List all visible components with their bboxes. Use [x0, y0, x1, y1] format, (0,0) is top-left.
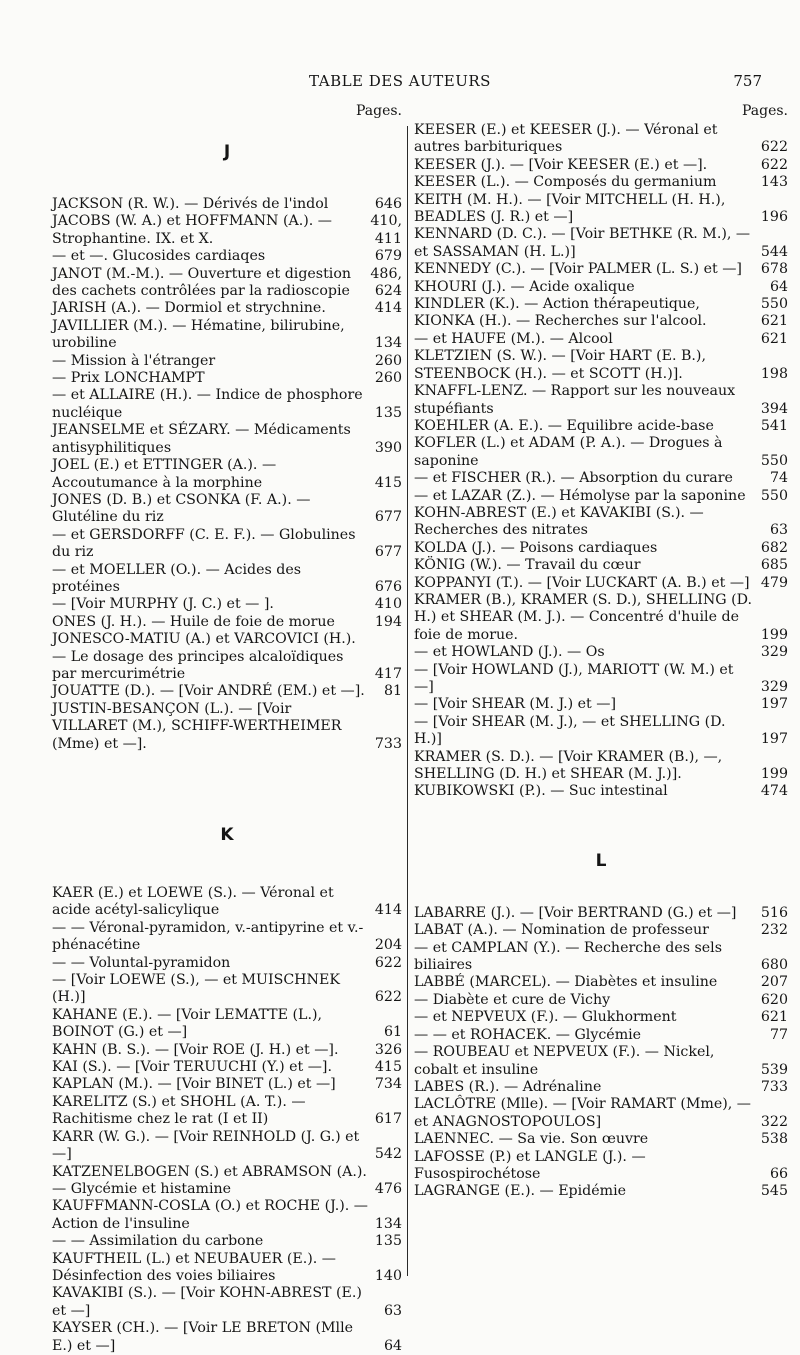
- entry-page: 516: [760, 904, 788, 921]
- entry-text: — Diabète et cure de Vichy: [414, 991, 611, 1008]
- entry-text: JOUATTE (D.). — [Voir ANDRÉ (EM.) et —].: [52, 683, 365, 700]
- entry-page: 260: [374, 370, 402, 387]
- entry-text: LAENNEC. — Sa vie. Son œuvre: [414, 1131, 649, 1148]
- entry-text: JACKSON (R. W.). — Dérivés de l'indol: [52, 196, 329, 212]
- index-entry: [52, 492, 402, 527]
- entry-text: KOEHLER (A. E.). — Equilibre acide-base: [414, 417, 714, 434]
- index-entry: [52, 213, 402, 248]
- page-title: TABLE DES AUTEURS: [309, 72, 491, 90]
- entry-text: — ROUBEAU et NEPVEUX (F.). — Nickel, cobalt et insuline: [414, 1044, 715, 1078]
- entry-text: — et ALLAIRE (H.). — Indice de phosphore nucléique: [52, 387, 363, 421]
- index-entry: [52, 1285, 402, 1320]
- index-entry: [52, 266, 402, 301]
- entry-page: 545: [760, 1183, 788, 1200]
- entry-text: KAHN (B. S.). — [Voir ROE (J. H.) et —].: [52, 1041, 339, 1058]
- entry-text: KENNEDY (C.). — [Voir PALMER (L. S.) et —]: [414, 261, 742, 278]
- index-entry: [414, 974, 788, 991]
- entry-text: — et —. Glucosides cardiaqes: [52, 248, 266, 265]
- entry-page: 63: [769, 522, 788, 539]
- index-entry: [414, 279, 788, 296]
- entry-text: KRAMER (S. D.). — [Voir KRAMER (B.), —, SHELLING (D. H.) et SHEAR (M. J.)].: [414, 748, 723, 783]
- entry-page: 415: [374, 474, 402, 491]
- entry-text: KLETZIEN (S. W.). — [Voir HART (E. B.), STEENBOCK (H.). — et SCOTT (H.)].: [414, 348, 706, 382]
- entry-text: — et GERSDORFF (C. E. F.). — Globulines du riz: [52, 526, 356, 561]
- index-entry: [414, 1044, 788, 1079]
- index-entry: [52, 1129, 402, 1164]
- column-divider: [407, 126, 408, 1276]
- index-entry: [52, 370, 402, 387]
- index-entry: [414, 1149, 788, 1184]
- index-entry: [52, 920, 402, 955]
- entry-page: 622: [760, 139, 788, 156]
- section-heading-j: J: [223, 142, 231, 162]
- entry-page: 198: [760, 365, 788, 382]
- index-entry: [52, 1198, 402, 1233]
- entry-text: — et LAZAR (Z.). — Hémolyse par la saponine: [414, 487, 746, 504]
- entries-j: [52, 196, 402, 753]
- entry-text: — et HAUFE (M.). — Alcool: [414, 330, 613, 347]
- entry-text: — — Véronal-pyramidon, v.-antipyrine et v.-phénacétine: [52, 919, 364, 954]
- entry-text: — et NEPVEUX (F.). — Glukhorment: [414, 1009, 677, 1026]
- entry-page: 677: [374, 544, 402, 561]
- entry-page: 394: [760, 400, 788, 417]
- index-entry: [52, 1059, 402, 1076]
- entry-page: 140: [374, 1267, 402, 1284]
- index-entry: [414, 1027, 788, 1044]
- section-heading-k: K: [220, 825, 234, 845]
- index-entry: [52, 527, 402, 562]
- entry-text: KARR (W. G.). — [Voir REINHOLD (J. G.) et —]: [52, 1128, 360, 1163]
- index-entry: [414, 296, 788, 313]
- entry-text: — et CAMPLAN (Y.). — Recherche des sels biliaires: [414, 939, 722, 974]
- index-entry: [414, 157, 788, 174]
- index-entry: [52, 631, 402, 683]
- entry-page: 646: [374, 196, 402, 212]
- entry-page: 417: [374, 665, 402, 682]
- index-entry: [52, 562, 402, 597]
- index-entry: [414, 1009, 788, 1026]
- index-entry: [52, 1094, 402, 1129]
- index-entry: [414, 783, 788, 800]
- entry-page: 486, 624: [370, 265, 402, 300]
- index-entry: [414, 174, 788, 191]
- index-entry: [414, 488, 788, 505]
- index-entry: [52, 318, 402, 353]
- entry-page: 260: [374, 352, 402, 369]
- entry-page: 134: [374, 1215, 402, 1232]
- entry-text: KIONKA (H.). — Recherches sur l'alcool.: [414, 313, 707, 330]
- entry-page: 617: [374, 1111, 402, 1128]
- index-entry: [414, 470, 788, 487]
- index-entry: [414, 644, 788, 661]
- entry-page: 77: [769, 1026, 788, 1043]
- entry-page: 680: [760, 957, 788, 974]
- index-entry: [414, 313, 788, 330]
- entry-text: LAFOSSE (P.) et LANGLE (J.). — Fusospirochétose: [414, 1148, 646, 1182]
- entry-text: KEESER (J.). — [Voir KEESER (E.) et —].: [414, 156, 708, 173]
- index-entry: [414, 435, 788, 470]
- index-entry: [414, 418, 788, 435]
- index-entry: [52, 1076, 402, 1093]
- index-entry: [414, 575, 788, 592]
- entry-page: 621: [760, 1009, 788, 1026]
- index-entry: [52, 614, 402, 631]
- entry-text: JOEL (E.) et ETTINGER (A.). — Accoutumance à la morphine: [52, 457, 277, 491]
- entry-page: 538: [760, 1131, 788, 1148]
- entry-page: 414: [374, 902, 402, 919]
- entry-text: KRAMER (B.), KRAMER (S. D.), SHELLING (D. H.) et SHEAR (M. J.). — Concentré d'huile de foie de morue.: [414, 591, 752, 643]
- entry-page: 550: [760, 452, 788, 469]
- index-entry: [52, 683, 402, 700]
- entry-text: KÖNIG (W.). — Travail du cœur: [414, 557, 641, 574]
- entry-page: 390: [374, 439, 402, 456]
- index-entry: [52, 457, 402, 492]
- entry-text: LAGRANGE (E.). — Epidémie: [414, 1183, 627, 1200]
- index-entry: [414, 662, 788, 697]
- entry-page: 550: [760, 296, 788, 313]
- index-entry: [414, 1096, 788, 1131]
- entry-page: 74: [769, 470, 788, 487]
- entry-text: — Mission à l'étranger: [52, 352, 216, 369]
- entry-text: — [Voir MURPHY (J. C.) et — ].: [52, 596, 274, 613]
- index-entry: [414, 122, 788, 157]
- entry-text: LABARRE (J.). — [Voir BERTRAND (G.) et —]: [414, 904, 737, 921]
- entry-page: 197: [760, 731, 788, 748]
- entry-page: 81: [383, 683, 402, 700]
- index-entry: [414, 1183, 788, 1200]
- index-entry: [52, 1164, 402, 1199]
- entry-text: KAYSER (CH.). — [Voir LE BRETON (Mlle E.) et —]: [52, 1320, 354, 1354]
- left-column: [52, 100, 402, 1354]
- section-heading-l: L: [595, 850, 607, 871]
- entry-page: 135: [374, 1233, 402, 1250]
- entry-page: 64: [383, 1337, 402, 1354]
- entry-page: 544: [760, 243, 788, 260]
- entry-text: KHOURI (J.). — Acide oxalique: [414, 278, 635, 295]
- index-entry: [414, 331, 788, 348]
- entry-text: KUBIKOWSKI (P.). — Suc intestinal: [414, 783, 668, 800]
- entry-page: 677: [374, 509, 402, 526]
- entry-text: KAER (E.) et LOEWE (S.). — Véronal et acide acétyl-salicylique: [52, 885, 334, 919]
- entry-page: 479: [760, 574, 788, 591]
- index-entry: [414, 348, 788, 383]
- right-column: [414, 100, 788, 1309]
- index-entry: [414, 505, 788, 540]
- index-entry: [52, 1233, 402, 1250]
- entry-text: — — Assimilation du carbone: [52, 1233, 264, 1250]
- entry-text: KOFLER (L.) et ADAM (P. A.). — Drogues à saponine: [414, 435, 723, 469]
- entry-page: 622: [374, 954, 402, 971]
- entry-page: 196: [760, 209, 788, 226]
- entry-text: KATZENELBOGEN (S.) et ABRAMSON (A.). — Glycémie et histamine: [52, 1163, 367, 1197]
- entry-text: — — et ROHACEK. — Glycémie: [414, 1026, 642, 1043]
- entry-page: 410, 411: [370, 213, 402, 247]
- entry-page: 134: [374, 335, 402, 352]
- entry-page: 539: [760, 1061, 788, 1078]
- index-entry: [414, 749, 788, 784]
- page-number: 757: [733, 72, 762, 90]
- index-entry: [52, 1042, 402, 1059]
- index-entry: [414, 592, 788, 644]
- entry-page: 622: [760, 156, 788, 173]
- entry-page: 678: [760, 261, 788, 278]
- entry-page: 621: [760, 330, 788, 347]
- index-entry: [414, 540, 788, 557]
- entry-text: KAVAKIBI (S.). — [Voir KOHN-ABREST (E.) et —]: [52, 1285, 362, 1319]
- entry-text: — [Voir SHEAR (M. J.), — et SHELLING (D. H.)]: [414, 713, 726, 748]
- index-entry: [414, 383, 788, 418]
- entry-text: JANOT (M.-M.). — Ouverture et digestion des cachets contrôlées par la radioscopie: [52, 265, 351, 300]
- index-entry: [414, 192, 788, 227]
- index-entry: [52, 422, 402, 457]
- entry-text: KAUFFMANN-COSLA (O.) et ROCHE (J.). — Action de l'insuline: [52, 1198, 368, 1232]
- entry-text: KOHN-ABREST (E.) et KAVAKIBI (S.). — Recherches des nitrates: [414, 504, 704, 539]
- entry-text: — et FISCHER (R.). — Absorption du curare: [414, 470, 733, 487]
- index-entry: [52, 1251, 402, 1286]
- entry-text: LABES (R.). — Adrénaline: [414, 1078, 602, 1095]
- entry-page: 207: [760, 974, 788, 991]
- entry-text: KAI (S.). — [Voir TERUUCHI (Y.) et —].: [52, 1059, 332, 1076]
- index-entry: [414, 922, 788, 939]
- entry-text: — et MOELLER (O.). — Acides des protéines: [52, 561, 302, 595]
- index-entry: [414, 226, 788, 261]
- entry-text: KAPLAN (M.). — [Voir BINET (L.) et —]: [52, 1076, 336, 1093]
- index-entry: [52, 972, 402, 1007]
- entry-text: JEANSELME et SÉZARY. — Médicaments antisyphilitiques: [52, 422, 351, 456]
- entries-k-right: [414, 122, 788, 801]
- index-entry: [52, 387, 402, 422]
- entry-page: 63: [383, 1302, 402, 1319]
- index-entry: [52, 300, 402, 317]
- entry-page: 734: [374, 1076, 402, 1093]
- index-entry: [414, 261, 788, 278]
- entry-page: 326: [374, 1041, 402, 1058]
- entry-page: 476: [374, 1180, 402, 1197]
- entry-text: KAHANE (E.). — [Voir LEMATTE (L.), BOINOT (G.) et —]: [52, 1006, 323, 1041]
- entry-page: 733: [760, 1078, 788, 1095]
- entry-page: 61: [383, 1024, 402, 1041]
- entry-text: KEESER (L.). — Composés du germanium: [414, 174, 717, 191]
- entry-text: LABBÉ (MARCEL). — Diabètes et insuline: [414, 974, 718, 991]
- entry-page: 66: [769, 1165, 788, 1182]
- entry-page: 621: [760, 313, 788, 330]
- entry-page: 620: [760, 991, 788, 1008]
- entry-text: LACLÔTRE (Mlle). — [Voir RAMART (Mme), — et ANAGNOSTOPOULOS]: [414, 1096, 751, 1130]
- entry-text: KARELITZ (S.) et SHOHL (A. T.). — Rachitisme chez le rat (I et II): [52, 1093, 306, 1128]
- entry-page: 676: [374, 578, 402, 595]
- entry-text: LABAT (A.). — Nomination de professeur: [414, 922, 709, 939]
- entry-page: 622: [374, 989, 402, 1006]
- entry-page: 135: [374, 404, 402, 421]
- entry-page: 204: [374, 937, 402, 954]
- entry-page: 322: [760, 1113, 788, 1130]
- index-entry: [52, 596, 402, 613]
- entry-text: JACOBS (W. A.) et HOFFMANN (A.). — Strophantine. IX. et X.: [52, 213, 332, 247]
- entry-page: 542: [374, 1146, 402, 1163]
- entry-page: 199: [760, 766, 788, 783]
- entry-text: JAVILLIER (M.). — Hématine, bilirubine, urobiline: [52, 317, 345, 352]
- entries-l: [414, 905, 788, 1201]
- index-entry: [52, 1007, 402, 1042]
- index-entry: [52, 701, 402, 753]
- entry-page: 415: [374, 1059, 402, 1076]
- entry-text: — [Voir LOEWE (S.), — et MUISCHNEK (H.)]: [52, 972, 340, 1006]
- entry-text: — [Voir HOWLAND (J.), MARIOTT (W. M.) et —]: [414, 661, 734, 695]
- entry-text: JONESCO-MATIU (A.) et VARCOVICI (H.). — Le dosage des principes alcaloïdiques par mercurimétrie: [52, 631, 356, 682]
- entry-page: 329: [760, 644, 788, 661]
- entry-page: 194: [374, 613, 402, 630]
- index-entry: [414, 714, 788, 749]
- entry-page: 64: [769, 278, 788, 295]
- entry-page: 329: [760, 679, 788, 695]
- entry-text: JONES (D. B.) et CSONKA (F. A.). — Glutéline du riz: [52, 491, 311, 526]
- pages-label: Pages.: [741, 103, 788, 119]
- entry-page: 474: [760, 783, 788, 800]
- entry-page: 550: [760, 487, 788, 504]
- entry-text: KEITH (M. H.). — [Voir MITCHELL (H. H.), BEADLES (J. R.) et —]: [414, 191, 726, 226]
- entry-text: JUSTIN-BESANÇON (L.). — [Voir VILLARET (M.), SCHIFF-WERTHEIMER (Mme) et —].: [52, 700, 342, 752]
- index-entry: [52, 1320, 402, 1355]
- index-entry: [414, 557, 788, 574]
- entry-page: 682: [760, 539, 788, 556]
- entry-text: KENNARD (D. C.). — [Voir BETHKE (R. M.), — et SASSAMAN (H. L.)]: [414, 226, 751, 260]
- index-entry: [414, 992, 788, 1009]
- entry-page: 733: [374, 735, 402, 752]
- entry-page: 197: [760, 696, 788, 713]
- entry-page: 679: [374, 248, 402, 265]
- index-entry: [52, 248, 402, 265]
- entry-text: KAUFTHEIL (L.) et NEUBAUER (E.). — Désinfection des voies biliaires: [52, 1250, 336, 1284]
- index-entry: [52, 353, 402, 370]
- index-entry: [414, 1131, 788, 1148]
- entry-page: 414: [374, 300, 402, 317]
- entry-text: KOLDA (J.). — Poisons cardiaques: [414, 539, 658, 556]
- entry-text: — — Voluntal-pyramidon: [52, 954, 231, 971]
- index-entry: [52, 885, 402, 920]
- entry-text: KINDLER (K.). — Action thérapeutique,: [414, 296, 700, 313]
- entry-page: 143: [760, 174, 788, 191]
- entries-k-left: [52, 885, 402, 1355]
- index-entry: [52, 955, 402, 972]
- entry-text: KOPPANYI (T.). — [Voir LUCKART (A. B.) et —]: [414, 574, 750, 591]
- index-entry: [414, 696, 788, 713]
- entry-text: KEESER (E.) et KEESER (J.). — Véronal et autres barbituriques: [414, 122, 718, 156]
- entry-text: — [Voir SHEAR (M. J.) et —]: [414, 696, 616, 713]
- entry-page: 685: [760, 557, 788, 574]
- index-entry: [414, 940, 788, 975]
- index-entry: [414, 905, 788, 922]
- index-entry: [52, 196, 402, 213]
- entry-text: KNAFFL-LENZ. — Rapport sur les nouveaux stupéfiants: [414, 383, 736, 417]
- entry-text: — Prix LONCHAMPT: [52, 370, 205, 387]
- entry-page: 232: [760, 922, 788, 939]
- entry-text: JARISH (A.). — Dormiol et strychnine.: [52, 300, 326, 317]
- entry-page: 199: [760, 626, 788, 643]
- entry-page: 541: [760, 417, 788, 434]
- entry-text: ONES (J. H.). — Huile de foie de morue: [52, 613, 335, 630]
- entry-page: 410: [374, 596, 402, 613]
- entry-text: — et HOWLAND (J.). — Os: [414, 644, 605, 661]
- pages-label: Pages.: [355, 103, 402, 119]
- index-entry: [414, 1079, 788, 1096]
